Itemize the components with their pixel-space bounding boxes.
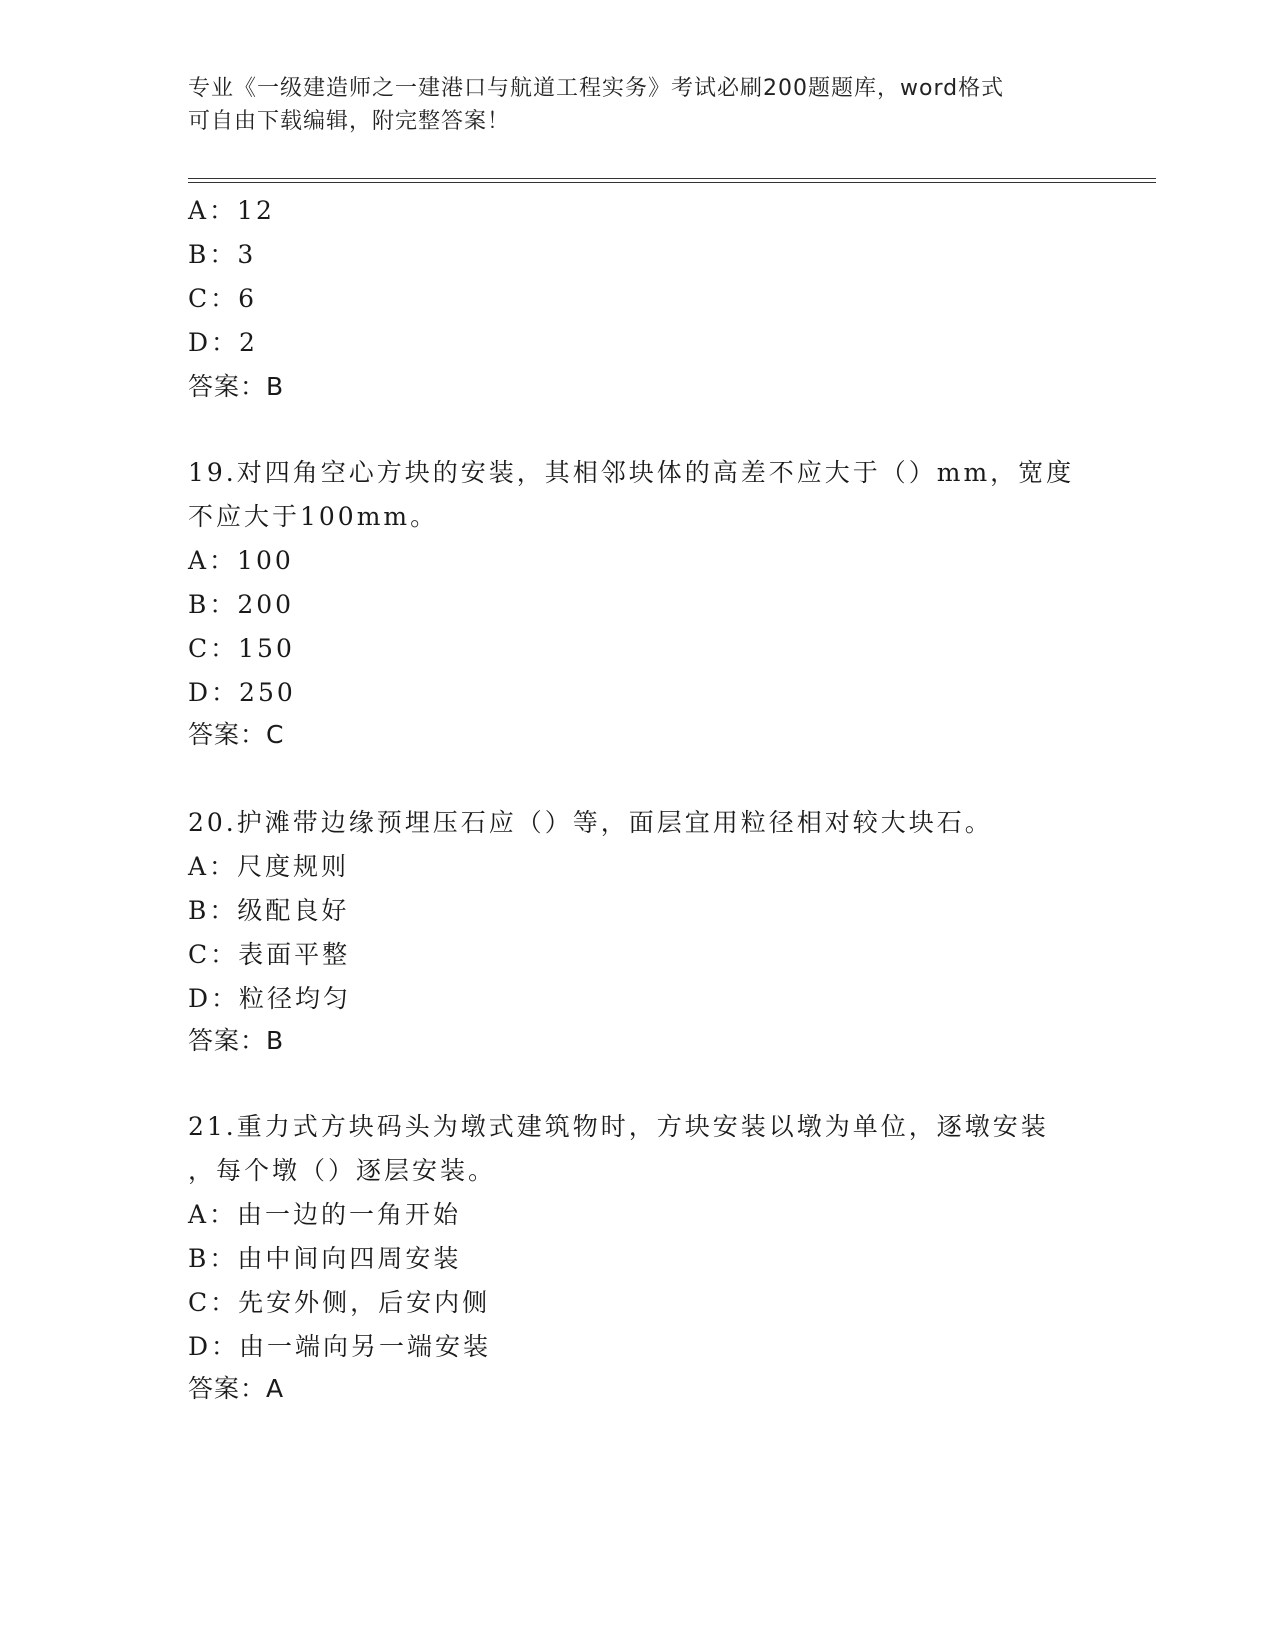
q21-answer: 答案：A [188,1374,285,1403]
q19-answer: 答案：C [188,720,285,749]
q19-option-d: D：250 [188,678,296,707]
header-divider-bottom [188,182,1156,183]
q19-stem-line-2: 不应大于100mm。 [188,502,439,531]
q20-option-c: C：表面平整 [188,940,351,969]
document-header [188,72,1068,138]
q21-stem-line-1: 21.重力式方块码头为墩式建筑物时，方块安装以墩为单位，逐墩安装 [188,1112,1049,1141]
q21-option-d: D：由一端向另一端安装 [188,1332,492,1361]
q20-stem-line-1: 20.护滩带边缘预埋压石应（）等，面层宜用粒径相对较大块石。 [188,808,993,837]
q21-option-b: B：由中间向四周安装 [188,1244,462,1273]
q20-option-b: B：级配良好 [188,896,350,925]
header-divider-top [188,178,1156,179]
header-line-2: 可自由下载编辑，附完整答案！ [188,109,511,134]
q21-option-a: A：由一边的一角开始 [188,1200,462,1229]
q18-option-d: D：2 [188,328,258,357]
header-line-1: 专业《一级建造师之一建港口与航道工程实务》考试必刷200题题库，word格式 [188,76,1005,101]
q19-option-b: B：200 [188,590,295,619]
q21-stem-line-2: ，每个墩（）逐层安装。 [188,1156,497,1185]
q21-option-c: C：先安外侧，后安内侧 [188,1288,491,1317]
q20-option-a: A：尺度规则 [188,852,350,881]
q19-option-a: A：100 [188,546,294,575]
q18-option-b: B：3 [188,240,257,269]
q18-option-c: C：6 [188,284,258,313]
q19-stem-line-1: 19.对四角空心方块的安装，其相邻块体的高差不应大于（）mm，宽度 [188,458,1075,487]
q18-answer: 答案：B [188,372,285,401]
q18-option-a: A：12 [188,196,275,225]
q20-answer: 答案：B [188,1026,285,1055]
q19-option-c: C：150 [188,634,295,663]
q20-option-d: D：粒径均匀 [188,984,352,1013]
